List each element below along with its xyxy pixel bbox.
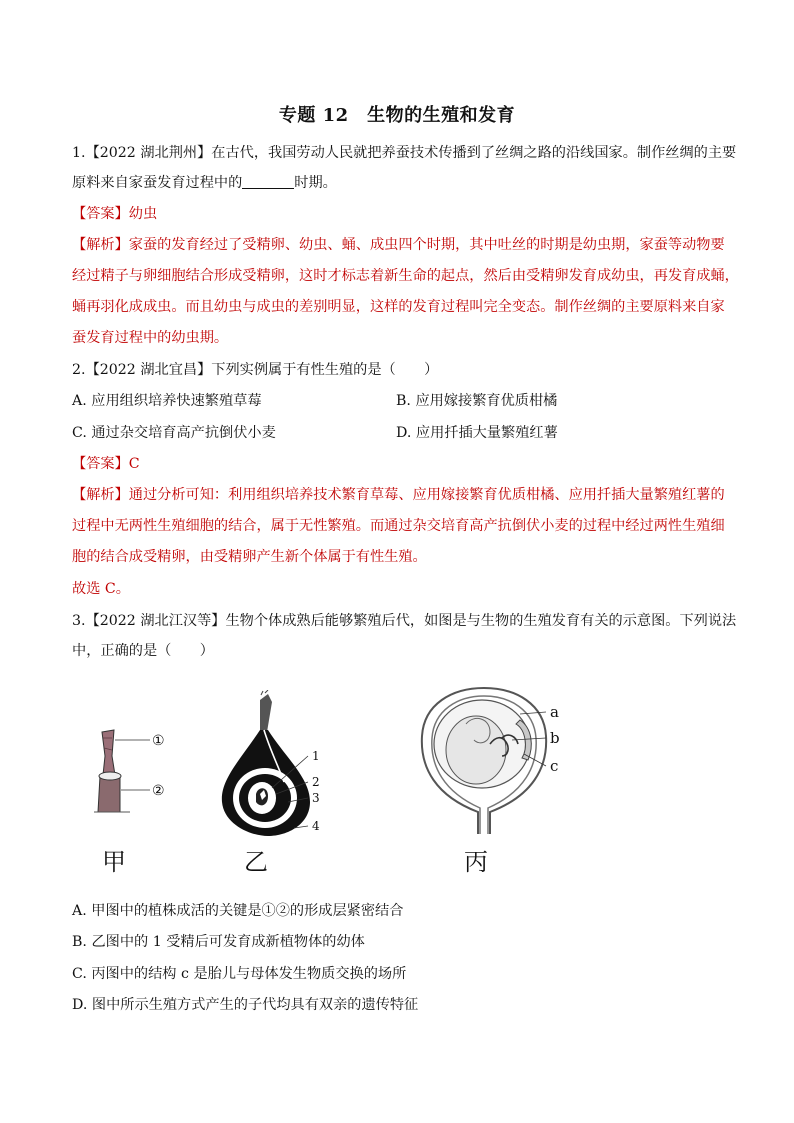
q2-analysis-line1 xyxy=(72,485,725,505)
q2-analysis-tag: 【解析】 xyxy=(72,487,129,503)
q1-tag: 1.【2022 湖北荆州】 xyxy=(72,145,212,161)
q2-option-a: A. 应用组织培养快速繁殖草莓 xyxy=(72,393,262,409)
q3-option-b: B. 乙图中的 1 受精后可发育成新植物体的幼体 xyxy=(72,934,365,950)
q3-stem-line1 xyxy=(72,611,736,631)
q3-option-d: D. 图中所示生殖方式产生的子代均具有双亲的遗传特征 xyxy=(72,997,419,1013)
q2-analysis-line2: 过程中无两性生殖细胞的结合，属于无性繁殖。而通过杂交培育高产抗倒伏小麦的过程中经过两性生殖细 xyxy=(72,518,725,534)
uterus-diagram xyxy=(416,684,586,844)
q1-answer-tag: 【答案】 xyxy=(72,206,129,222)
q1-stem-b2: 时期。 xyxy=(294,175,337,191)
q2-option-c: C. 通过杂交培育高产抗倒伏小麦 xyxy=(72,425,276,441)
q2-stem-line xyxy=(72,360,438,380)
q1-stem-b1: 原料来自家蚕发育过程中的 xyxy=(72,175,243,191)
grafting-diagram xyxy=(90,720,190,820)
q1-analysis-line4: 蚕发育过程中的幼虫期。 xyxy=(72,330,229,346)
figure-label-yi: 乙 xyxy=(244,848,268,876)
q2-conclusion: 故选 C。 xyxy=(72,581,130,597)
q2-option-d: D. 应用扦插大量繁殖红薯 xyxy=(396,425,558,441)
graft-mark-2: ② xyxy=(152,783,165,799)
ovary-mark-1: 1 xyxy=(312,749,320,763)
q1-analysis-1: 家蚕的发育经过了受精卵、幼虫、蛹、成虫四个时期，其中吐丝的时期是幼虫期，家蚕等动物要 xyxy=(128,237,725,253)
uterus-mark-a: a xyxy=(550,703,559,721)
q1-analysis-line2: 经过精子与卵细胞结合形成受精卵，这时才标志着新生命的起点，然后由受精卵发育成幼虫，再发育成蛹， xyxy=(72,268,739,284)
q1-analysis-line1 xyxy=(72,235,725,255)
ovary-mark-2: 2 xyxy=(312,775,320,789)
graft-mark-1: ① xyxy=(152,733,165,749)
q1-answer-line xyxy=(72,204,157,224)
q1-answer: 幼虫 xyxy=(128,206,158,222)
q1-analysis-tag: 【解析】 xyxy=(72,237,129,253)
q2-answer-line xyxy=(72,454,140,474)
q2-tag: 2.【2022 湖北宜昌】 xyxy=(72,362,212,378)
q3-stem-line2: 中，正确的是（ ） xyxy=(72,643,214,659)
page-title: 专题 12 生物的生殖和发育 xyxy=(278,105,516,126)
q1-stem-line1 xyxy=(72,143,736,163)
q2-answer-tag: 【答案】 xyxy=(72,456,129,472)
uterus-mark-c: c xyxy=(550,757,559,775)
q1-answer-blank xyxy=(242,174,294,189)
q2-answer: C xyxy=(128,456,140,472)
q2-analysis-line3: 胞的结合成受精卵，由受精卵产生新个体属于有性生殖。 xyxy=(72,549,427,565)
q1-stem-a: 在古代，我国劳动人民就把养蚕技术传播到了丝绸之路的沿线国家。制作丝绸的主要 xyxy=(211,145,737,161)
ovary-mark-3: 3 xyxy=(312,791,320,805)
ovary-mark-4: 4 xyxy=(312,819,320,833)
q3-tag: 3.【2022 湖北江汉等】 xyxy=(72,613,226,629)
reproduction-figure xyxy=(90,680,610,880)
q2-analysis-1: 通过分析可知：利用组织培养技术繁育草莓、应用嫁接繁育优质柑橘、应用扦插大量繁殖红薯的 xyxy=(128,487,725,503)
figure-label-jia: 甲 xyxy=(102,848,126,876)
uterus-mark-b: b xyxy=(550,729,560,747)
q2-option-b: B. 应用嫁接繁育优质柑橘 xyxy=(396,393,558,409)
figure-label-bing: 丙 xyxy=(464,848,488,876)
ovary-diagram xyxy=(210,690,350,840)
q3-stem-a: 生物个体成熟后能够繁殖后代，如图是与生物的生殖发育有关的示意图。下列说法 xyxy=(225,613,737,629)
q2-stem: 下列实例属于有性生殖的是（ ） xyxy=(211,362,439,378)
q3-option-a: A. 甲图中的植株成活的关键是①②的形成层紧密结合 xyxy=(72,903,404,919)
q1-stem-line2 xyxy=(72,173,337,193)
q1-analysis-line3: 蛹再羽化成成虫。而且幼虫与成虫的差别明显，这样的发育过程叫完全变态。制作丝绸的主要原料来自家 xyxy=(72,299,725,315)
q3-option-c: C. 丙图中的结构 c 是胎儿与母体发生物质交换的场所 xyxy=(72,966,407,982)
